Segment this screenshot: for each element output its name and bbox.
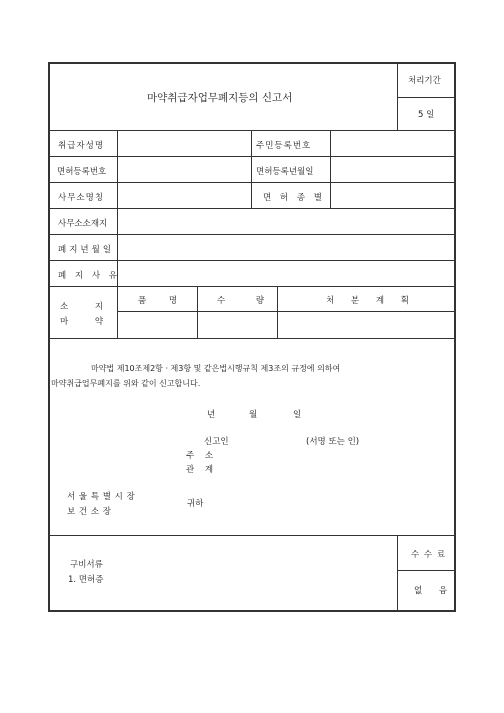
processing-period-value: 5 일 bbox=[418, 110, 435, 120]
narcotics-item-cell[interactable] bbox=[118, 312, 196, 337]
closure-date-field[interactable] bbox=[118, 235, 453, 259]
narcotics-qty-cell[interactable] bbox=[198, 312, 276, 337]
narcotics-label-line1: 소 지 bbox=[60, 302, 104, 312]
office-location-field[interactable] bbox=[118, 209, 453, 233]
license-type-label: 면 허 종 별 bbox=[263, 193, 325, 203]
declaration-line2: 마약취급업무폐지를 위와 같이 신고합니다. bbox=[51, 379, 201, 388]
col-qty-header: 수 량 bbox=[217, 296, 265, 306]
declaration-line1: 마약법 제10조제2항 · 제3항 및 같은법시행규칙 제3조의 규정에 의하여 bbox=[91, 364, 341, 373]
license-number-label: 면허등록번호 bbox=[57, 167, 107, 177]
recipient-line1: 서 울 특 별 시 장 bbox=[67, 492, 135, 502]
narcotics-plan-cell[interactable] bbox=[278, 312, 453, 337]
fee-label: 수 수 료 bbox=[411, 550, 447, 560]
fee-value: 없 음 bbox=[414, 586, 448, 596]
license-number-field[interactable] bbox=[118, 157, 250, 181]
honorific: 귀하 bbox=[187, 499, 204, 509]
resident-number-label: 주민등록번호 bbox=[256, 141, 312, 151]
date-year: 년 bbox=[207, 410, 216, 420]
page-title: 마약취급자업무폐지등의 신고서 bbox=[147, 92, 293, 104]
signature-label: (서명 또는 인) bbox=[306, 437, 360, 447]
narcotics-label-line2: 마 약 bbox=[60, 317, 104, 327]
address-label: 주 소 bbox=[186, 451, 214, 461]
col-plan-header: 처 분 계 획 bbox=[326, 296, 412, 306]
closure-reason-field[interactable] bbox=[118, 261, 453, 285]
handler-name-field[interactable] bbox=[118, 131, 250, 155]
required-docs-item: 1. 면허증 bbox=[68, 575, 104, 585]
relation-label: 관 계 bbox=[186, 465, 214, 475]
recipient-line2: 보 건 소 장 bbox=[67, 507, 111, 517]
processing-period-label: 처리기간 bbox=[408, 76, 441, 86]
col-item-header: 품 명 bbox=[138, 296, 178, 306]
license-date-field[interactable] bbox=[331, 157, 453, 181]
license-date-label: 면허등록년월일 bbox=[256, 167, 314, 177]
date-month: 월 bbox=[249, 410, 258, 420]
closure-reason-label: 폐 지 사 유 bbox=[58, 271, 120, 281]
office-name-label: 사무소명칭 bbox=[58, 193, 105, 203]
office-location-label: 사무소소재지 bbox=[58, 219, 108, 229]
closure-date-label: 폐지년월일 bbox=[58, 245, 115, 255]
required-docs-label: 구비서류 bbox=[70, 560, 103, 570]
office-name-field[interactable] bbox=[118, 183, 250, 207]
date-day: 일 bbox=[293, 410, 302, 420]
resident-number-field[interactable] bbox=[331, 131, 453, 155]
reporter-label: 신고인 bbox=[204, 437, 229, 447]
license-type-field[interactable] bbox=[331, 183, 453, 207]
handler-name-label: 취급자성명 bbox=[58, 141, 105, 151]
